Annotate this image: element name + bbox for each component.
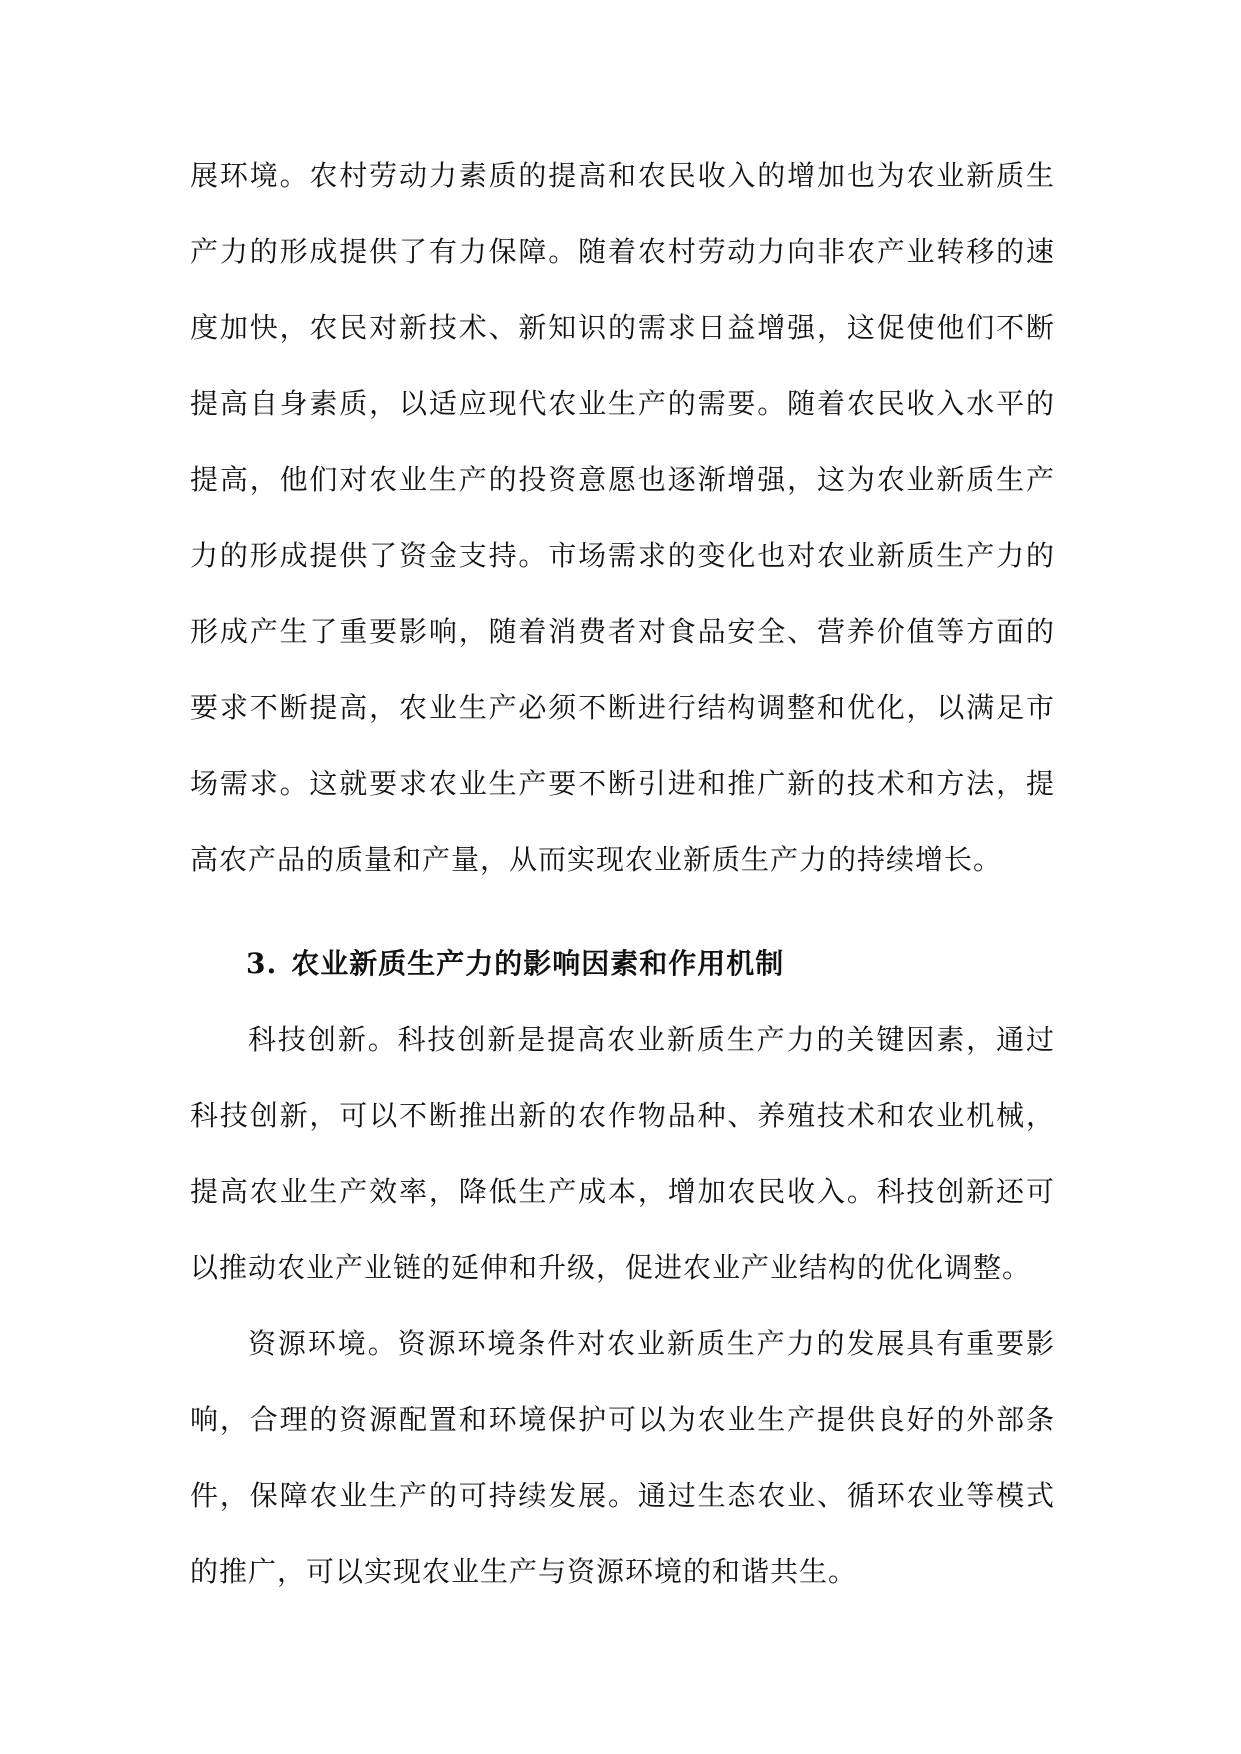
paragraph-tech-innovation: 科技创新。科技创新是提高农业新质生产力的关键因素，通过科技创新，可以不断推出新的农作物品种、养殖技术和农业机械，提高农业生产效率，降低生产成本，增加农民收入。科技创新还可以推动农业产业链的延伸和升级，促进农业产业结构的优化调整。 [190, 1023, 1055, 1284]
section-heading [190, 926, 1055, 1002]
section-number: 3. [246, 947, 278, 980]
document-body [190, 138, 1055, 1610]
paragraph-resource-environment: 资源环境。资源环境条件对农业新质生产力的发展具有重要影响，合理的资源配置和环境保护可以为农业生产提供良好的外部条件，保障农业生产的可持续发展。通过生态农业、循环农业等模式的推广，可以实现农业生产与资源环境的和谐共生。 [190, 1327, 1055, 1588]
continuation-paragraph: 展环境。农村劳动力素质的提高和农民收入的增加也为农业新质生产力的形成提供了有力保障。随着农村劳动力向非农产业转移的速度加快，农民对新技术、新知识的需求日益增强，这促使他们不断提高自身素质，以适应现代农业生产的需要。随着农民收入水平的提高，他们对农业生产的投资意愿也逐渐增强，这为农业新质生产力的形成提供了资金支持。市场需求的变化也对农业新质生产力的形成产生了重要影响，随着消费者对食品安全、营养价值等方面的要求不断提高，农业生产必须不断进行结构调整和优化，以满足市场需求。这就要求农业生产要不断引进和推广新的技术和方法，提高农产品的质量和产量，从而实现农业新质生产力的持续增长。 [190, 159, 1055, 876]
section-title: 农业新质生产力的影响因素和作用机制 [291, 947, 785, 980]
